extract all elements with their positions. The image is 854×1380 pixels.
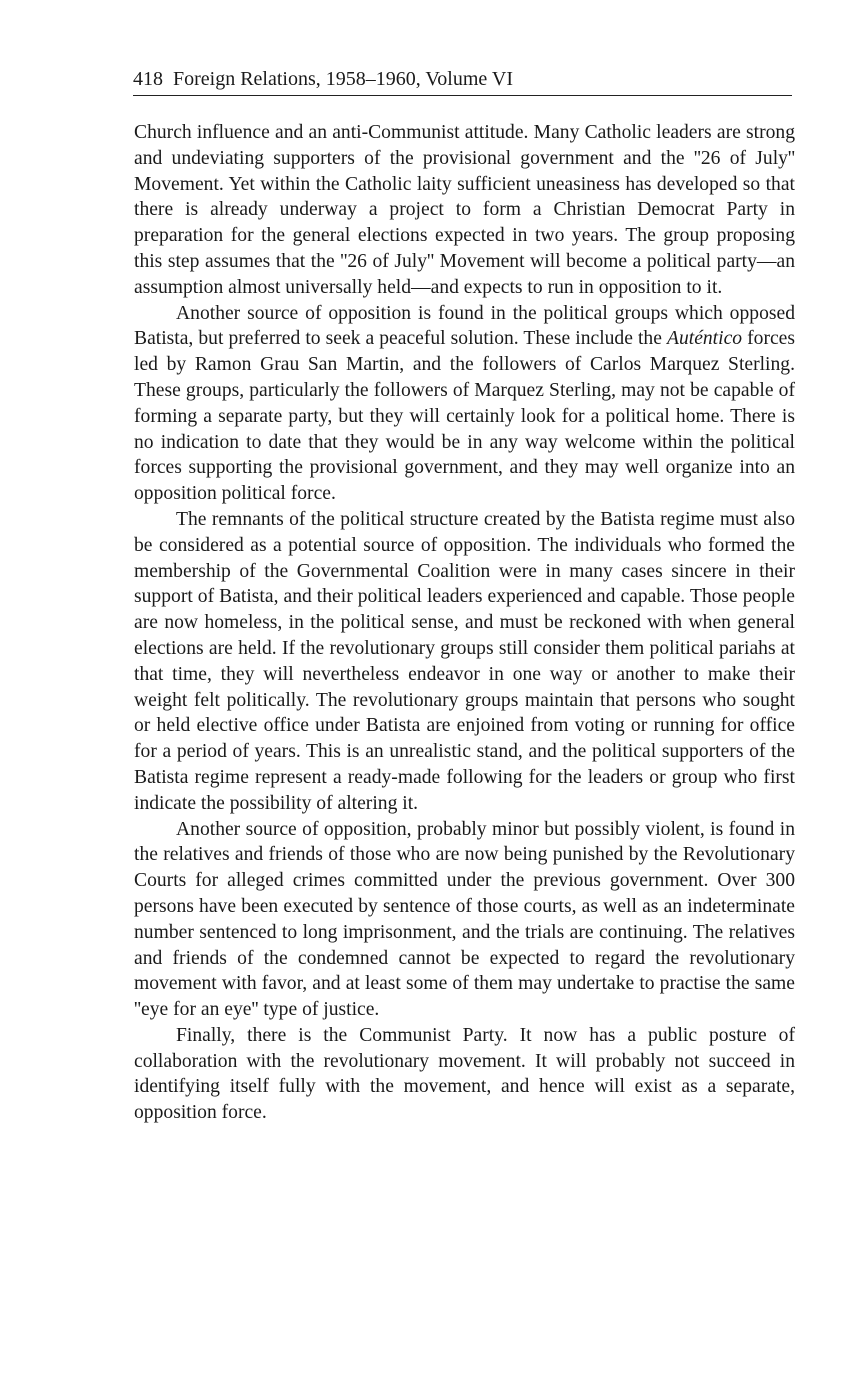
- paragraph-church-influence: Church influence and an anti-Communist attitude. Many Catholic leaders are strong and undeviating supporters of the provisional government and the ''26 of July'' Movement. Yet within the Catholic laity sufficient uneasiness has developed so that there is already underway a project to form a Christian Democrat Party in preparation for the general elections expected in two years. The group proposing this step assumes that the ''26 of July'' Movement will become a political party—an assumption almost universally held—and expects to run in opposition to it.: [134, 122, 795, 298]
- paragraph-relatives-opposition: Another source of opposition, probably minor but possibly violent, is found in the relatives and friends of those who are now being punished by the Revolutionary Courts for alleged crimes committed under the previous government. Over 300 persons have been executed by sentence of those courts, as well as an indeterminate number sentenced to long imprisonment, and the trials are continuing. The relatives and friends of the condemned cannot be expected to regard the revolutionary movement with favor, and at least some of them may undertake to practise the same ''eye for an eye'' type of justice.: [134, 818, 795, 1021]
- running-head: [133, 66, 792, 96]
- running-title: Foreign Relations, 1958–1960, Volume VI: [173, 68, 513, 90]
- page-number: 418: [133, 68, 163, 90]
- paragraph-text: Another source of opposition is found in the political groups which opposed Batista, but preferred to seek a peaceful solution. These include the: [134, 302, 795, 350]
- paragraph-text: forces led by Ramon Grau San Martin, and the followers of Carlos Marquez Sterling. These groups, particularly the followers of Marquez Sterling, may not be capable of forming a separate party, but they will certainly look for a political home. There is no indication to date that they would be in any way welcome within the political forces supporting the provisional government, and they may well organize into an opposition political force.: [134, 328, 796, 505]
- autentico-italic: Auténtico: [666, 328, 743, 350]
- paragraph-batista-remnants: The remnants of the political structure created by the Batista regime must also be considered as a potential source of opposition. The individuals who formed the membership of the Governmental Coalition were in many cases sincere in their support of Batista, and their political leaders experienced and capable. Those people are now homeless, in the political sense, and must be reckoned with when general elections are held. If the revolutionary groups still consider them political pariahs at that time, they will nevertheless endeavor in one way or another to make their weight felt politically. The revolutionary groups maintain that persons who sought or held elective office under Batista are enjoined from voting or running for office for a period of years. This is an unrealistic stand, and the political supporters of the Batista regime represent a ready-made following for the leaders or group who first indicate the possibility of altering it.: [134, 508, 795, 814]
- document-body: [134, 120, 795, 1126]
- paragraph-communist-party: Finally, there is the Communist Party. It now has a public posture of collaboration with the revolutionary movement. It will probably not succeed in identifying itself fully with the movement, and hence will exist as a separate, opposition force.: [134, 1024, 795, 1124]
- paragraph-peaceful-opposition: [134, 301, 795, 507]
